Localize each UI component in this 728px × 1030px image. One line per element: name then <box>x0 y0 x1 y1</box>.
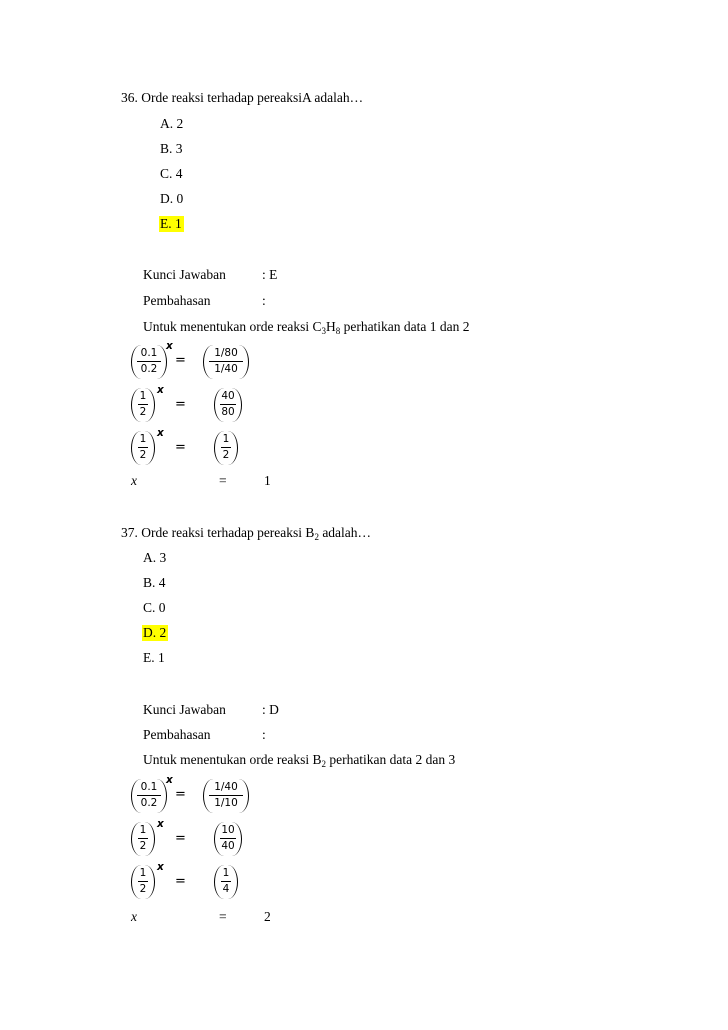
q37-option-d-correct: D. 2 <box>143 625 167 640</box>
q36-result-equals: = <box>219 473 227 488</box>
q37-eq1-equals: = <box>175 787 186 802</box>
q37-eq3-left-fraction: 1 2 <box>131 865 155 899</box>
q37-eq3-right-fraction: 1 4 <box>214 865 238 899</box>
q36-eq3-right-fraction: 1 2 <box>214 431 238 465</box>
q36-intro: Untuk menentukan orde reaksi $C_3H_8$ perhatikan data 1 dan 2 <box>143 319 470 336</box>
q36-eq1-left-fraction: 0.1 0.2 <box>131 345 167 379</box>
q36-eq2-left-fraction: 1 2 <box>131 388 155 422</box>
q37-discussion-label: Pembahasan <box>143 727 211 742</box>
q37-option-a: A. 3 <box>143 550 167 565</box>
q36-discussion-label: Pembahasan <box>143 293 211 308</box>
q36-eq1-right-fraction: 1/80 1/40 <box>203 345 249 379</box>
q37-answer-value: : D <box>262 702 279 717</box>
q37-option-c: C. 0 <box>143 600 166 615</box>
q36-option-c: C. 4 <box>160 166 183 181</box>
q37-answer-label: Kunci Jawaban <box>143 702 226 717</box>
q37-eq2-right-fraction: 10 40 <box>214 822 242 856</box>
q37-eq3-exponent: x <box>157 861 164 873</box>
q36-discussion-value: : <box>262 293 266 308</box>
q37-eq2-left-fraction: 1 2 <box>131 822 155 856</box>
q36-result-variable: x <box>131 473 137 488</box>
q37-option-b: B. 4 <box>143 575 166 590</box>
q36-eq3-exponent: x <box>157 427 164 439</box>
q37-result-value: 2 <box>264 909 271 924</box>
q36-option-b: B. 3 <box>160 141 183 156</box>
q36-eq3-left-fraction: 1 2 <box>131 431 155 465</box>
q36-eq2-right-fraction: 40 80 <box>214 388 242 422</box>
q37-eq2-exponent: x <box>157 818 164 830</box>
q36-option-a: A. 2 <box>160 116 184 131</box>
question-37-text: 37. Orde reaksi terhadap pereaksi $B_2$ adalah… <box>121 525 372 542</box>
q37-option-e: E. 1 <box>143 650 165 665</box>
q37-eq1-left-fraction: 0.1 0.2 <box>131 779 167 813</box>
q36-eq2-exponent: x <box>157 384 164 396</box>
q36-result-value: 1 <box>264 473 271 488</box>
q37-eq2-equals: = <box>175 831 186 846</box>
q36-answer-label: Kunci Jawaban <box>143 267 226 282</box>
question-36-text: 36. Orde reaksi terhadap pereaksiA adalah… <box>121 90 364 105</box>
q37-eq1-exponent: x <box>166 774 173 786</box>
q36-option-d: D. 0 <box>160 191 184 206</box>
q37-intro: Untuk menentukan orde reaksi $B_2$ perhatikan data 2 dan 3 <box>143 752 456 769</box>
q36-option-e-correct: E. 1 <box>160 216 182 231</box>
q36-eq2-equals: = <box>175 397 186 412</box>
q36-eq3-equals: = <box>175 440 186 455</box>
q37-result-equals: = <box>219 909 227 924</box>
q37-eq3-equals: = <box>175 874 186 889</box>
q36-eq1-equals: = <box>175 353 186 368</box>
q37-discussion-value: : <box>262 727 266 742</box>
q36-eq1-exponent: x <box>166 340 173 352</box>
q37-eq1-right-fraction: 1/40 1/10 <box>203 779 249 813</box>
q36-answer-value: : E <box>262 267 278 282</box>
q37-result-variable: x <box>131 909 137 924</box>
